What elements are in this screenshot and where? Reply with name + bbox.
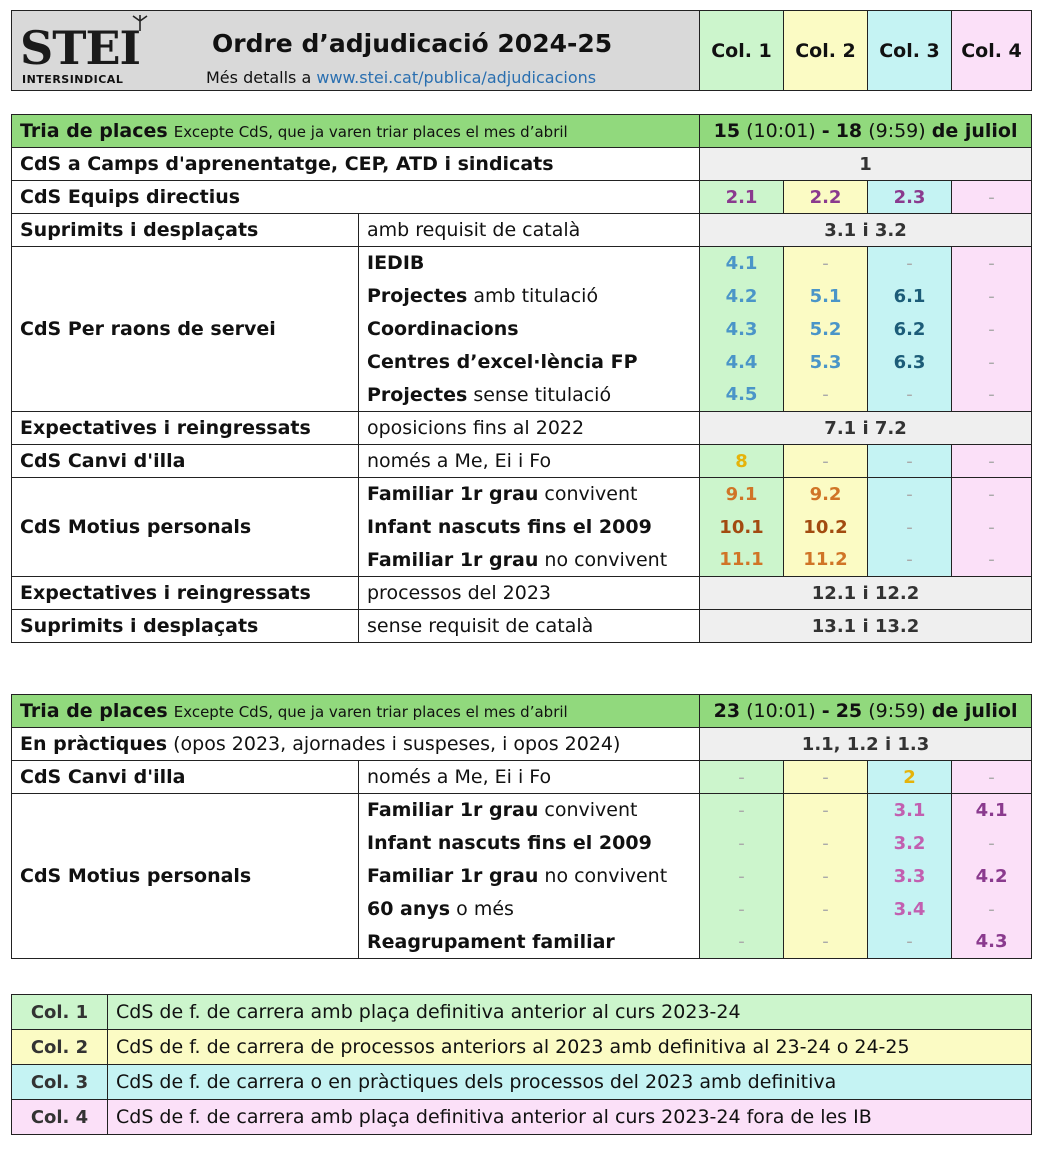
cell: -: [700, 827, 784, 860]
row-suprimits-detail: amb requisit de català: [359, 214, 700, 247]
col-header-1: Col. 1: [700, 11, 784, 91]
cell: -: [952, 346, 1032, 379]
cell: 11.1: [700, 544, 784, 577]
cell: 9.1: [700, 478, 784, 511]
legend-col: Col. 2: [12, 1030, 108, 1065]
cell: -: [868, 379, 952, 412]
cell: -: [784, 761, 868, 794]
legend-col: Col. 1: [12, 995, 108, 1030]
cell: 2.3: [868, 181, 952, 214]
row-expect2-label: Expectatives i reingressats: [12, 577, 359, 610]
cell: -: [784, 926, 868, 959]
cell: -: [952, 544, 1032, 577]
cell: -: [784, 445, 868, 478]
motius-item: Familiar 1r grau convivent: [359, 478, 700, 511]
cell: 10.1: [700, 511, 784, 544]
cell: -: [784, 794, 868, 827]
section1-header: Tria de places Excepte CdS, que ja varen triar places el mes d’abril: [12, 115, 700, 148]
cell: -: [952, 280, 1032, 313]
row-illa-label: CdS Canvi d'illa: [12, 445, 359, 478]
row-suprimits2-label: Suprimits i desplaçats: [12, 610, 359, 643]
legend-table: [11, 994, 1032, 1135]
raons-item: Projectes amb titulació: [359, 280, 700, 313]
cell: 5.1: [784, 280, 868, 313]
cell: -: [952, 478, 1032, 511]
cell: 4.4: [700, 346, 784, 379]
cell: 9.2: [784, 478, 868, 511]
legend-col: Col. 3: [12, 1065, 108, 1100]
cell: 4.2: [700, 280, 784, 313]
cell: 4.1: [700, 247, 784, 280]
cell: -: [700, 761, 784, 794]
cell: 3.1: [868, 794, 952, 827]
row-practiques-value: 1.1, 1.2 i 1.3: [700, 728, 1032, 761]
cell: -: [784, 247, 868, 280]
header-title-cell: [12, 11, 700, 91]
motius2-item: Reagrupament familiar: [359, 926, 700, 959]
cell: -: [952, 445, 1032, 478]
cell: 4.5: [700, 379, 784, 412]
row-expect1-value: 7.1 i 7.2: [700, 412, 1032, 445]
cell: -: [952, 827, 1032, 860]
raons-item: Centres d’excel·lència FP: [359, 346, 700, 379]
row-illa2-label: CdS Canvi d'illa: [12, 761, 359, 794]
raons-label: CdS Per raons de servei: [12, 247, 359, 412]
col-header-3: Col. 3: [868, 11, 952, 91]
cell: 4.3: [952, 926, 1032, 959]
row-practiques-label: En pràctiques (opos 2023, ajornades i suspeses, i opos 2024): [12, 728, 700, 761]
cell: 3.4: [868, 893, 952, 926]
row-suprimits2-detail: sense requisit de català: [359, 610, 700, 643]
col-header-2: Col. 2: [784, 11, 868, 91]
cell: -: [868, 511, 952, 544]
section2-header: Tria de places Excepte CdS, que ja varen triar places el mes d’abril: [12, 695, 700, 728]
cell: 2: [868, 761, 952, 794]
cell: 5.3: [784, 346, 868, 379]
motius2-item: Familiar 1r grau no convivent: [359, 860, 700, 893]
header-table: [11, 10, 1032, 91]
legend-text: CdS de f. de carrera de processos anteriors al 2023 amb definitiva al 23-24 o 24-25: [108, 1030, 1032, 1065]
motius-item: Familiar 1r grau no convivent: [359, 544, 700, 577]
cell: -: [952, 761, 1032, 794]
cell: 6.2: [868, 313, 952, 346]
legend-text: CdS de f. de carrera o en pràctiques dels processos del 2023 amb definitiva: [108, 1065, 1032, 1100]
row-equips-label: CdS Equips directius: [12, 181, 700, 214]
cell: 11.2: [784, 544, 868, 577]
motius2-label: CdS Motius personals: [12, 794, 359, 959]
col-header-4: Col. 4: [952, 11, 1032, 91]
cell: 5.2: [784, 313, 868, 346]
cell: 6.1: [868, 280, 952, 313]
cell: 6.3: [868, 346, 952, 379]
section1-table: [11, 114, 1032, 643]
motius-item: Infant nascuts fins el 2009: [359, 511, 700, 544]
cell: -: [784, 827, 868, 860]
row-illa2-detail: només a Me, Ei i Fo: [359, 761, 700, 794]
section1-dates: 15 (10:01) - 18 (9:59) de juliol: [700, 115, 1032, 148]
cell: -: [952, 181, 1032, 214]
motius2-item: Infant nascuts fins el 2009: [359, 827, 700, 860]
cell: -: [952, 511, 1032, 544]
row-expect2-value: 12.1 i 12.2: [700, 577, 1032, 610]
motius2-item: Familiar 1r grau convivent: [359, 794, 700, 827]
row-suprimits2-value: 13.1 i 13.2: [700, 610, 1032, 643]
cell: -: [868, 544, 952, 577]
logo: STEI: [20, 21, 141, 75]
row-expect1-detail: oposicions fins al 2022: [359, 412, 700, 445]
cell: -: [700, 794, 784, 827]
motius2-item: 60 anys o més: [359, 893, 700, 926]
cell: -: [952, 893, 1032, 926]
cell: -: [952, 247, 1032, 280]
row-expect1-label: Expectatives i reingressats: [12, 412, 359, 445]
cell: -: [868, 445, 952, 478]
cell: -: [784, 379, 868, 412]
row-expect2-detail: processos del 2023: [359, 577, 700, 610]
row-camps-label: CdS a Camps d'aprenentatge, CEP, ATD i sindicats: [12, 148, 700, 181]
cell: -: [700, 926, 784, 959]
cell: 3.2: [868, 827, 952, 860]
cell: 4.3: [700, 313, 784, 346]
cell: -: [784, 893, 868, 926]
cell: -: [952, 379, 1032, 412]
cell: -: [952, 313, 1032, 346]
raons-item: Projectes sense titulació: [359, 379, 700, 412]
cell: 10.2: [784, 511, 868, 544]
page-subtitle: Més detalls a www.stei.cat/publica/adjudicacions: [206, 68, 597, 87]
legend-col: Col. 4: [12, 1100, 108, 1135]
cell: 4.2: [952, 860, 1032, 893]
row-illa-detail: només a Me, Ei i Fo: [359, 445, 700, 478]
cell: -: [700, 860, 784, 893]
cell: -: [784, 860, 868, 893]
cell: -: [700, 893, 784, 926]
motius-label: CdS Motius personals: [12, 478, 359, 577]
row-camps-value: 1: [700, 148, 1032, 181]
cell: 8: [700, 445, 784, 478]
raons-item: Coordinacions: [359, 313, 700, 346]
row-suprimits-value: 3.1 i 3.2: [700, 214, 1032, 247]
cell: -: [868, 247, 952, 280]
cell: -: [868, 478, 952, 511]
logo-subtitle: INTERSINDICAL: [22, 73, 124, 86]
cell: 2.1: [700, 181, 784, 214]
section2-dates: 23 (10:01) - 25 (9:59) de juliol: [700, 695, 1032, 728]
cell: 3.3: [868, 860, 952, 893]
section2-table: [11, 694, 1032, 959]
raons-item: IEDIB: [359, 247, 700, 280]
page-title: Ordre d’adjudicació 2024-25: [212, 29, 613, 58]
row-suprimits-label: Suprimits i desplaçats: [12, 214, 359, 247]
cell: 4.1: [952, 794, 1032, 827]
cell: 2.2: [784, 181, 868, 214]
legend-text: CdS de f. de carrera amb plaça definitiva anterior al curs 2023-24: [108, 995, 1032, 1030]
details-link[interactable]: www.stei.cat/publica/adjudicacions: [316, 68, 597, 87]
legend-text: CdS de f. de carrera amb plaça definitiva anterior al curs 2023-24 fora de les IB: [108, 1100, 1032, 1135]
cell: -: [868, 926, 952, 959]
